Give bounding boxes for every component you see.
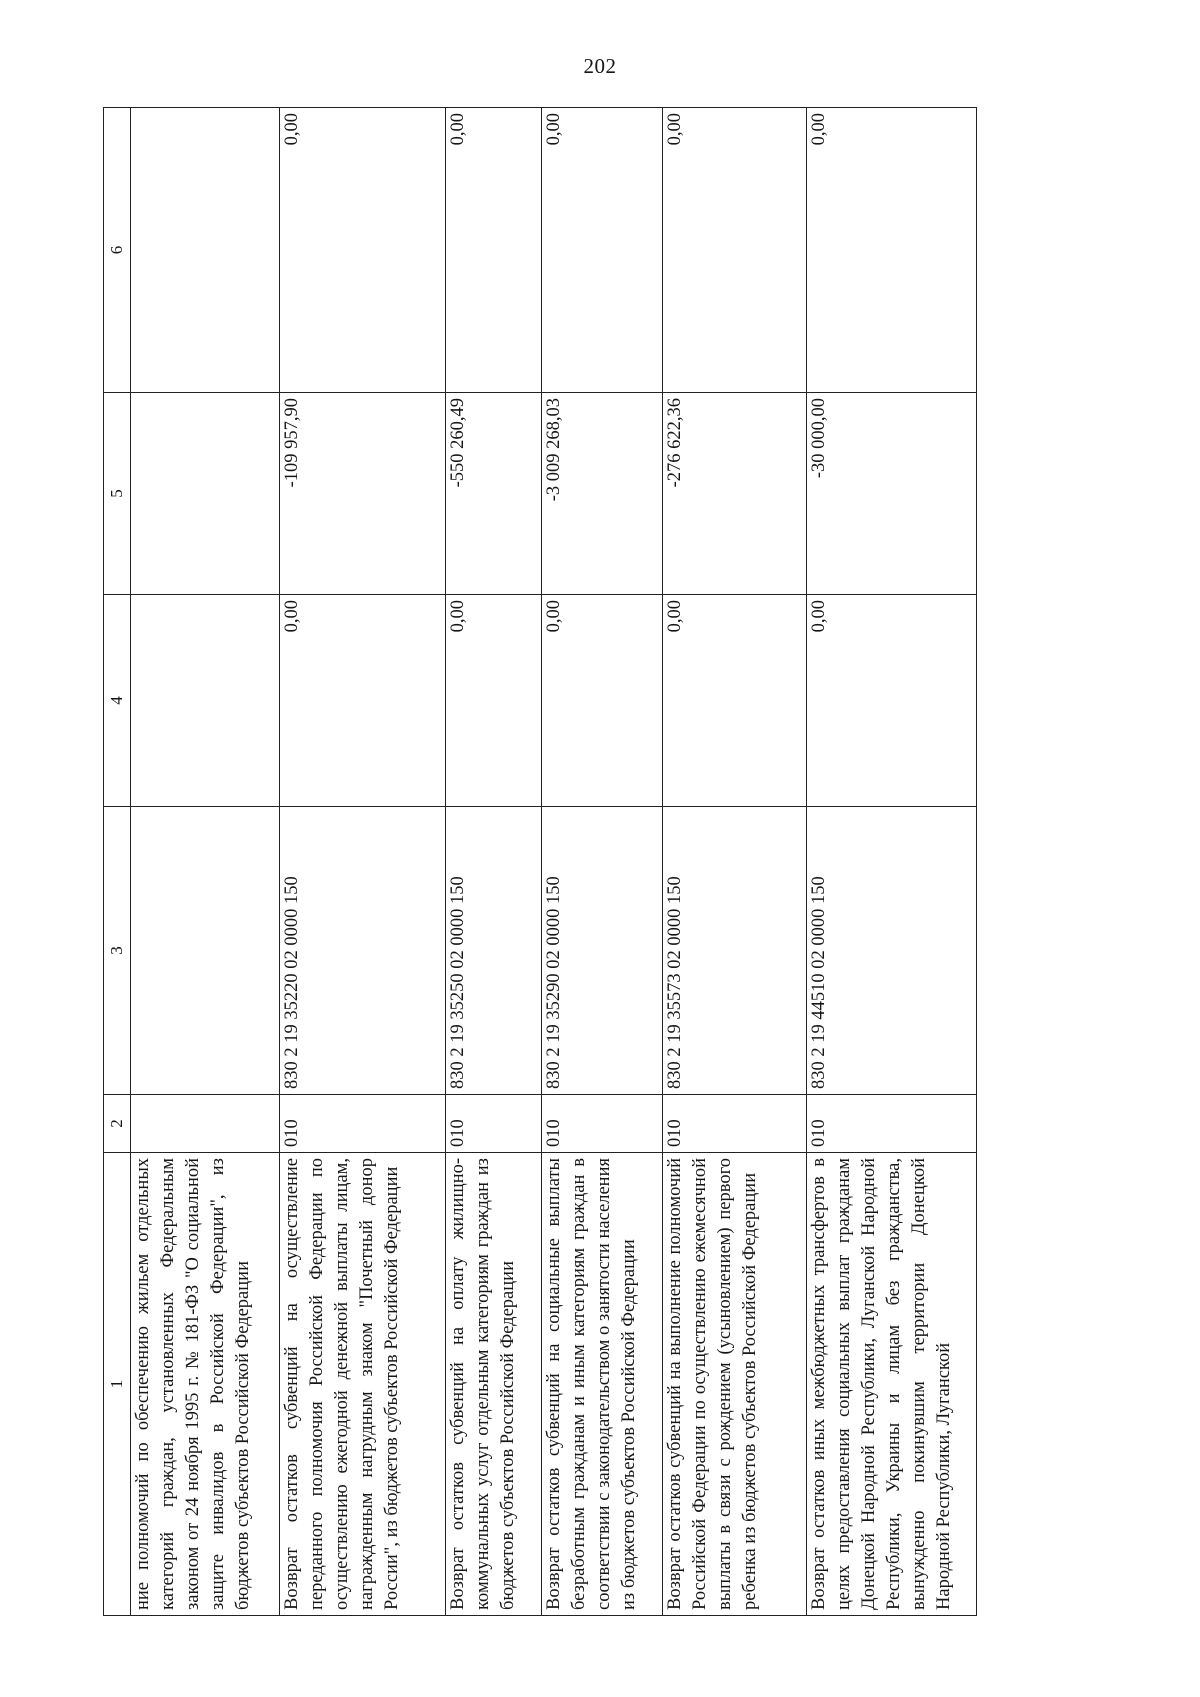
- table-header-cell: 2: [104, 1095, 131, 1153]
- rotated-table-frame: [103, 108, 1126, 1616]
- row-name-cell: Возврат остатков субвенций на социальные выплаты безработным гражданам и иным категориям граждан в соответствии с законодательством о занятости населения из бюджетов субъектов Российской Федерации: [542, 1153, 663, 1616]
- table-row: [131, 108, 280, 1616]
- row-code-cell: 010: [663, 1095, 807, 1153]
- row-col4-cell: 0,00: [663, 595, 807, 807]
- row-kbk-cell: 830 2 19 35573 02 0000 150: [663, 807, 807, 1095]
- row-code-cell: [131, 1095, 280, 1153]
- row-kbk-cell: 830 2 19 35250 02 0000 150: [446, 807, 542, 1095]
- row-col6-cell: 0,00: [663, 108, 807, 393]
- table-row: [280, 108, 446, 1616]
- row-name-cell: ние полномочий по обеспечению жильем отдельных категорий граждан, установленных Федеральным законом от 24 ноября 1995 г. № 181-ФЗ "О социальной защите инвалидов в Российской Федерации", из бюджетов субъектов Российской Федерации: [131, 1153, 280, 1616]
- table-row: [663, 108, 807, 1616]
- row-col4-cell: [131, 595, 280, 807]
- row-code-cell: 010: [280, 1095, 446, 1153]
- row-col5-cell: -276 622,36: [663, 393, 807, 595]
- row-code-cell: 010: [807, 1095, 977, 1153]
- row-col5-cell: -109 957,90: [280, 393, 446, 595]
- table-header-cell: 5: [104, 393, 131, 595]
- table-header-cell: 6: [104, 108, 131, 393]
- row-col4-cell: 0,00: [542, 595, 663, 807]
- row-name-cell: Возврат остатков иных межбюджетных трансфертов в целях предоставления социальных выплат гражданам Донецкой Народной Республики, Луганской Народной Республики, Украины и лицам без гражданства, вынужденно покинувшим территории Донецкой Народной Республики, Луганской: [807, 1153, 977, 1616]
- row-col6-cell: [131, 108, 280, 393]
- row-kbk-cell: 830 2 19 44510 02 0000 150: [807, 807, 977, 1095]
- row-name-cell: Возврат остатков субвенций на оплату жилищно-коммунальных услуг отдельным категориям граждан из бюджетов субъектов Российской Федерации: [446, 1153, 542, 1616]
- row-col5-cell: -550 260,49: [446, 393, 542, 595]
- row-code-cell: 010: [446, 1095, 542, 1153]
- row-kbk-cell: 830 2 19 35220 02 0000 150: [280, 807, 446, 1095]
- table-row: [446, 108, 542, 1616]
- table-header-cell: 4: [104, 595, 131, 807]
- row-kbk-cell: 830 2 19 35290 02 0000 150: [542, 807, 663, 1095]
- row-col4-cell: 0,00: [446, 595, 542, 807]
- row-name-cell: Возврат остатков субвенций на осуществление переданного полномочия Российской Федерации по осуществлению ежегодной денежной выплаты лицам, награжденным нагрудным знаком "Почетный донор России", из бюджетов субъектов Российской Федерации: [280, 1153, 446, 1616]
- row-col5-cell: [131, 393, 280, 595]
- table-header-cell: 3: [104, 807, 131, 1095]
- row-col5-cell: -3 009 268,03: [542, 393, 663, 595]
- page-number: 202: [583, 54, 617, 78]
- row-col6-cell: 0,00: [807, 108, 977, 393]
- row-col6-cell: 0,00: [280, 108, 446, 393]
- row-code-cell: 010: [542, 1095, 663, 1153]
- row-col6-cell: 0,00: [542, 108, 663, 393]
- row-col4-cell: 0,00: [807, 595, 977, 807]
- table-row: [807, 108, 977, 1616]
- row-kbk-cell: [131, 807, 280, 1095]
- row-col5-cell: -30 000,00: [807, 393, 977, 595]
- table-header-cell: 1: [104, 1153, 131, 1616]
- table-header-row: [104, 108, 131, 1616]
- row-col4-cell: 0,00: [280, 595, 446, 807]
- row-name-cell: Возврат остатков субвенций на выполнение полномочий Российской Федерации по осуществлению ежемесячной выплаты в связи с рождением (усыновлением) первого ребенка из бюджетов субъектов Российской Федерации: [663, 1153, 807, 1616]
- rotated-table-inner: [103, 108, 1126, 1616]
- budget-table: [103, 107, 977, 1616]
- table-row: [542, 108, 663, 1616]
- row-col6-cell: 0,00: [446, 108, 542, 393]
